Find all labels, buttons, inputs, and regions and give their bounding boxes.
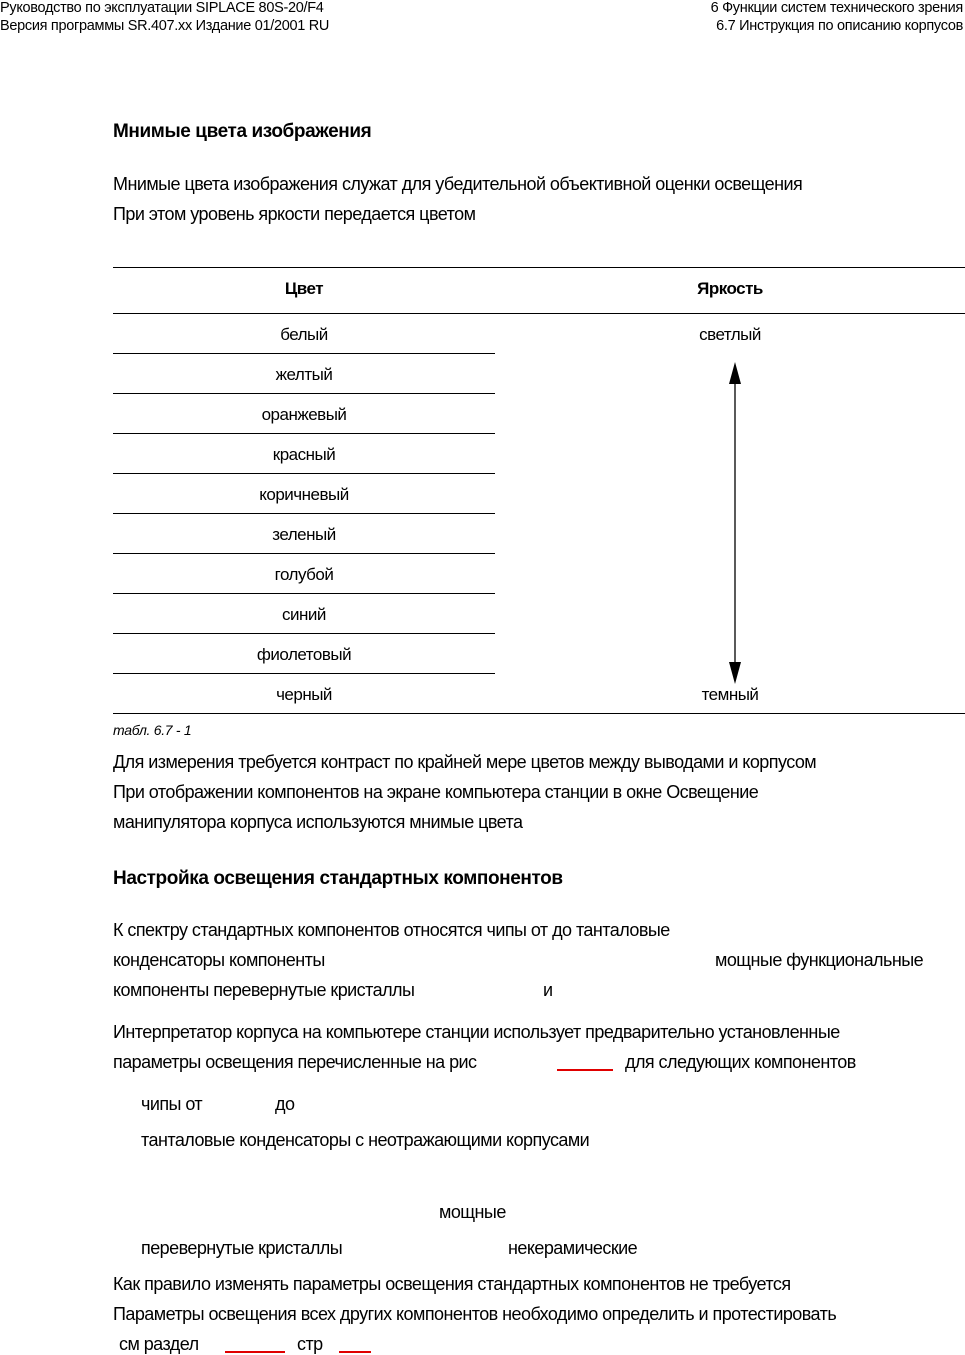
row-divider [113, 673, 495, 674]
paragraph-fragment: и [543, 980, 553, 1000]
table-header-brightness: Яркость [697, 279, 763, 298]
paragraph-line: Как правило изменять параметры освещения стандартных компонентов не требуется [113, 1274, 791, 1294]
table-row-color: голубой [274, 565, 334, 584]
see-section-label: см раздел [119, 1334, 199, 1354]
paragraph-line: параметры освещения перечисленные на рис [113, 1052, 477, 1072]
row-divider [113, 473, 495, 474]
paragraph-line: конденсаторы компоненты [113, 950, 325, 970]
list-item-power: мощные [439, 1202, 506, 1222]
row-divider [113, 513, 495, 514]
list-item-chips: чипы от [141, 1094, 203, 1114]
table-caption: табл. 6.7 - 1 [113, 722, 192, 738]
paragraph-line: компоненты перевернутые кристаллы [113, 980, 415, 1000]
row-divider [113, 633, 495, 634]
section-title-standard-lighting: Настройка освещения стандартных компонентов [113, 868, 563, 889]
paragraph-line: Мнимые цвета изображения служат для убедительной объективной оценки освещения [113, 174, 803, 194]
header-section: 6.7 Инструкция по описанию корпусов [716, 18, 963, 34]
paragraph-line: При отображении компонентов на экране компьютера станции в окне Освещение [113, 782, 759, 802]
table-header-color: Цвет [284, 279, 324, 298]
row-divider [113, 393, 495, 394]
paragraph-line: манипулятора корпуса используются мнимые цвета [113, 812, 523, 832]
header-version: Версия программы SR.407.xx Издание 01/2001 RU [0, 18, 330, 34]
row-divider [113, 353, 495, 354]
figure-reference-placeholder[interactable] [557, 1069, 613, 1071]
table-row-color: коричневый [259, 485, 349, 504]
table-row-color: красный [272, 445, 336, 464]
list-item-tantal: танталовые конденсаторы с неотражающими корпусами [141, 1130, 590, 1150]
list-item-chips-to: до [275, 1094, 295, 1114]
paragraph-line: К спектру стандартных компонентов относятся чипы от до танталовые [113, 920, 670, 940]
list-item-nonceramic: некерамические [508, 1238, 638, 1258]
paragraph-line: Интерпретатор корпуса на компьютере станции использует предварительно установленные [113, 1022, 840, 1042]
brightness-dark-label: темный [701, 685, 759, 704]
header-manual-title: Руководство по эксплуатации SIPLACE 80S-20/F4 [0, 0, 324, 16]
paragraph-line: Параметры освещения всех других компонентов необходимо определить и протестировать [113, 1304, 837, 1324]
section-title-false-colors: Мнимые цвета изображения [113, 121, 372, 142]
table-row-color: черный [276, 685, 332, 704]
double-arrow-vertical-icon [725, 360, 745, 686]
page-label: стр [297, 1334, 323, 1354]
row-divider [113, 433, 495, 434]
table-row-color: белый [280, 325, 328, 344]
paragraph-fragment: для следующих компонентов [625, 1052, 856, 1072]
row-divider [113, 553, 495, 554]
table-row-color: оранжевый [261, 405, 347, 424]
page-reference-placeholder[interactable] [339, 1351, 371, 1353]
paragraph-line: Для измерения требуется контраст по крайней мере цветов между выводами и корпусом [113, 752, 817, 772]
table-bottom-border [113, 713, 965, 714]
table-row-color: синий [282, 605, 326, 624]
table-row-color: фиолетовый [256, 645, 352, 664]
row-divider [113, 593, 495, 594]
section-reference-placeholder[interactable] [225, 1351, 285, 1353]
table-row-color: зеленый [272, 525, 336, 544]
list-item-flip-chip: перевернутые кристаллы [141, 1238, 343, 1258]
brightness-light-label: светлый [699, 325, 761, 344]
table-header-border [113, 313, 965, 314]
table-row-color: желтый [275, 365, 333, 384]
header-chapter: 6 Функции систем технического зрения [710, 0, 963, 16]
paragraph-fragment: мощные функциональные [715, 950, 924, 970]
paragraph-line: При этом уровень яркости передается цветом [113, 204, 476, 224]
table-top-border [113, 267, 965, 268]
